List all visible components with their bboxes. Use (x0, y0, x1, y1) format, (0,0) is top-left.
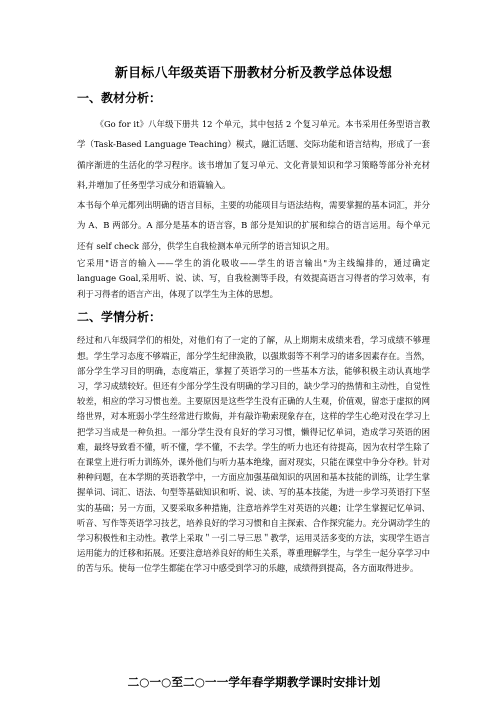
section-student-analysis (77, 308, 430, 576)
section-heading-textbook-analysis: 一、教材分析： (77, 91, 162, 105)
section-textbook-analysis (77, 89, 430, 302)
section-heading-student-analysis: 二、学情分析： (77, 310, 162, 325)
document-title: 新目标八年级英语下册教材分析及教学总体设想 (114, 66, 393, 81)
paragraph-teaching-mainline: 它采用"语言的输入——学生的消化吸收——学生的语言输出"为主线编排的，通过确定 language Goal,采用听、说、读、写，自我检测等手段，有效提高语言习得者的学习效率，有利于习得者的语言产出，体现了以学生为主体的思想。 (77, 258, 430, 299)
paragraph-student-situation: 经过和八年级同学们的相处，对他们有了一定的了解，从上期期末成绩来看，学习成绩不够理想。学生学习态度不够端正，部分学生纪律涣散，以强欺弱等不利学习的诸多因素存在。当然，部分学生学习目的明确，态度端正，掌握了英语学习的一些基本方法，能够积极主动认真地学习，学习成绩较好。但还有少部分学生没有明确的学习目的，缺少学习的热情和主动性，自觉性较差，相应的学习习惯也差。主要原因是这些学生没有正确的人生观，价值观，留恋于虚拟的网络世界，对本班弱小学生经常进行欺侮，并有敲诈勒索现象存在，这样的学生心绝对没在学习上把学习当成是一种负担。一部分学生没有良好的学习习惯，懒得记忆单词，造成学习英语的困难，最终导致看不懂，听不懂，学不懂，不去学。学生的听力也还有待提高，因为农村学生除了在课堂上进行听力训练外，课外他们与听力基本绝缘，面对现实，只能在课堂中争分夺秒。针对种种问题，在本学期的英语教学中，一方面应加强基础知识的巩固和基本技能的训练，让学生掌握单词、词汇、语法、句型等基础知识和听、说、读、写的基本技能，为进一步学习英语打下坚实的基础；另一方面，又要采取多种措施，注意培养学生对英语的兴趣；让学生掌握记忆单词、听音、写作等英语学习技艺，培养良好的学习习惯和自主探索、合作探究能力。充分调动学生的学习积极性和主动性。教学上采取＂一引二导三思＂教学，运用灵活多变的方法，实现学生语言运用能力的迁移和拓展。还要注意培养良好的师生关系，尊重理解学生，与学生一起分享学习中的苦与乐。使每一位学生都能在学习中感受到学习的乐趣，成绩得到提高，各方面取得进步。 (77, 335, 430, 574)
paragraph-textbook-intro: 《Go for it》八年级下册共 12 个单元，其中包括 2 个复习单元。本书采用任务型语言教学（Task-Based Language Teaching）模式，融汇话题、交际功能和语言结构，形成了一套循序渐进的生活化的学习程序。该书增加了复习单元、文化背景知识和学习策略等部分补充材料,并增加了任务型学习成分和语篇输入。 (77, 119, 430, 190)
paragraph-unit-structure: 本书每个单元都列出明确的语言目标，主要的功能项目与语法结构，需要掌握的基本词汇，并分为 A、B 两部分。A 部分是基本的语言容，B 部分是知识的扩展和综合的语言运用。每个单元还有 self check 部分，供学生自我检测本单元所学的语言知识之用。 (77, 200, 430, 251)
schedule-plan-title: 二○一○至二○一一学年春学期教学课时安排计划 (127, 675, 381, 689)
